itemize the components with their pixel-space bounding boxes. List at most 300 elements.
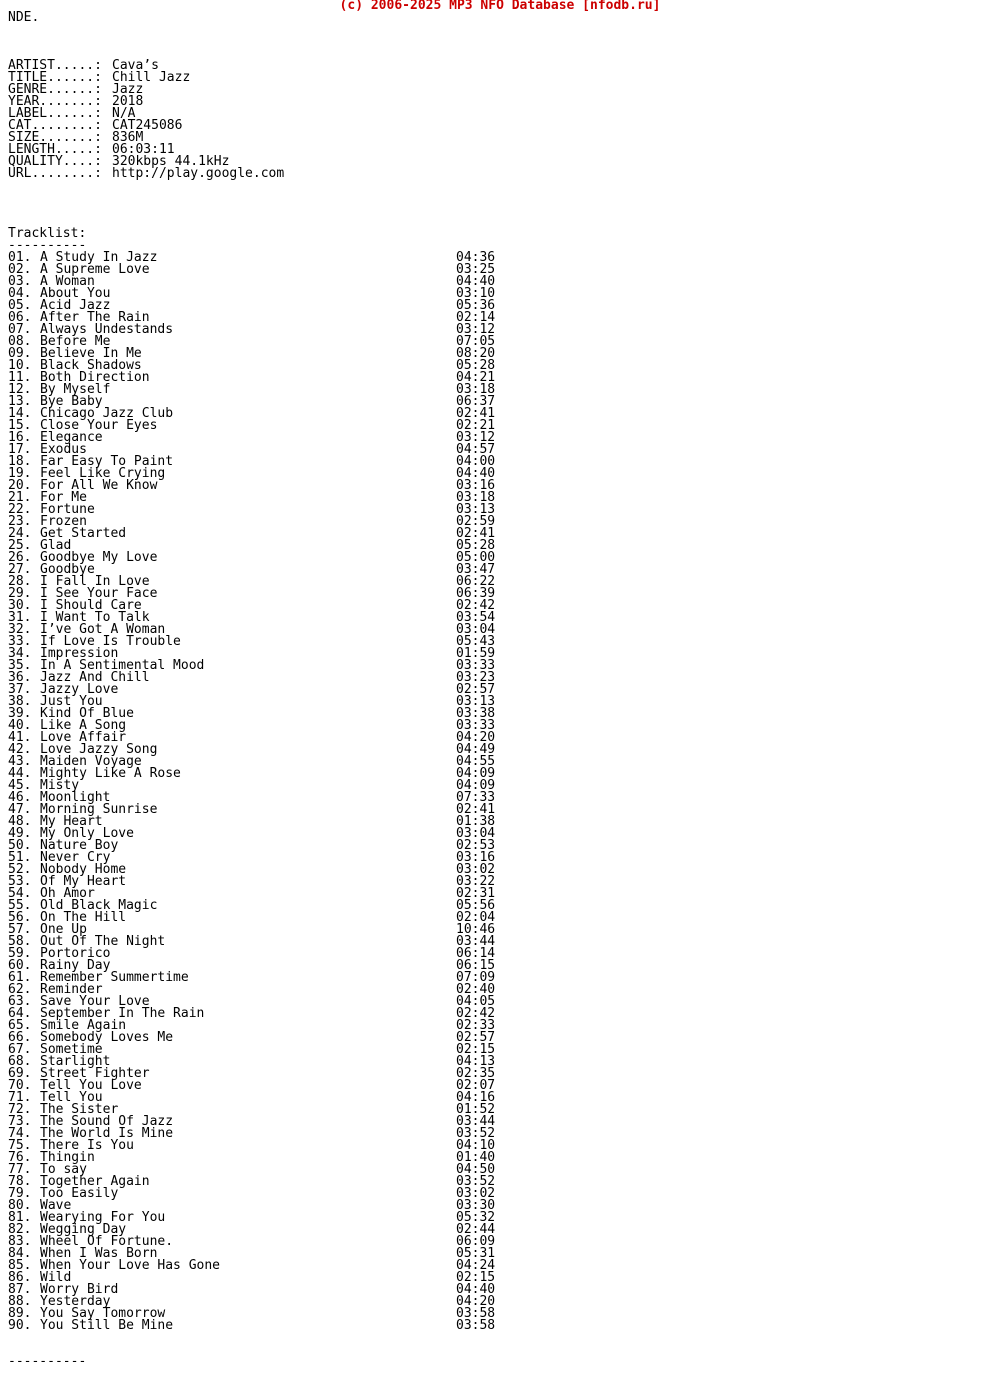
track-number: 24. [8, 526, 32, 541]
track-number: 56. [8, 910, 32, 925]
track-duration: 03:18 [456, 382, 496, 397]
track-number: 73. [8, 1114, 32, 1129]
track-duration: 02:53 [456, 838, 496, 853]
track-title: Nature Boy [40, 838, 119, 853]
track-duration: 03:04 [456, 622, 496, 637]
track-number: 87. [8, 1282, 32, 1297]
track-number: 70. [8, 1078, 32, 1093]
track-number: 53. [8, 874, 32, 889]
track-number: 66. [8, 1030, 32, 1045]
track-duration: 03:58 [456, 1306, 496, 1321]
track-title: The Sound Of Jazz [40, 1114, 174, 1129]
track-duration: 02:21 [456, 418, 496, 433]
track-duration: 03:44 [456, 1114, 496, 1129]
track-title: My Heart [40, 814, 103, 829]
track-duration: 04:10 [456, 1138, 496, 1153]
track-title: Frozen [40, 514, 87, 529]
track-title: Wegging Day [40, 1222, 127, 1237]
track-number: 25. [8, 538, 32, 553]
track-title: Maiden Voyage [40, 754, 142, 769]
track-title: Fortune [40, 502, 95, 517]
track-number: 29. [8, 586, 32, 601]
track-number: 05. [8, 298, 32, 313]
track-title: Morning Sunrise [40, 802, 158, 817]
track-number: 60. [8, 958, 32, 973]
track-title: I’ve Got A Woman [40, 622, 166, 637]
track-number: 55. [8, 898, 32, 913]
track-title: The World Is Mine [40, 1126, 174, 1141]
info-label: CAT........: [8, 118, 102, 133]
track-title: Starlight [40, 1054, 111, 1069]
track-duration: 01:59 [456, 646, 496, 661]
track-duration: 01:38 [456, 814, 496, 829]
track-duration: 03:22 [456, 874, 496, 889]
track-title: Of My Heart [40, 874, 127, 889]
track-title: Wild [40, 1270, 72, 1285]
track-number: 26. [8, 550, 32, 565]
track-number: 30. [8, 598, 32, 613]
info-value: 06:03:11 [112, 142, 175, 157]
track-duration: 05:32 [456, 1210, 496, 1225]
track-duration: 03:13 [456, 502, 496, 517]
info-label: URL........: [8, 166, 102, 181]
track-number: 43. [8, 754, 32, 769]
track-title: My Only Love [40, 826, 134, 841]
track-number: 63. [8, 994, 32, 1009]
copyright-banner: (c) 2006-2025 MP3 NFO Database [nfodb.ru] [339, 0, 661, 13]
track-title: Save Your Love [40, 994, 150, 1009]
track-title: When I Was Born [40, 1246, 158, 1261]
track-duration: 05:28 [456, 358, 496, 373]
track-duration: 06:39 [456, 586, 496, 601]
track-duration: 04:55 [456, 754, 496, 769]
track-duration: 04:13 [456, 1054, 496, 1069]
track-number: 72. [8, 1102, 32, 1117]
track-number: 49. [8, 826, 32, 841]
track-number: 40. [8, 718, 32, 733]
info-label: QUALITY....: [8, 154, 102, 169]
track-number: 41. [8, 730, 32, 745]
track-duration: 03:44 [456, 934, 496, 949]
track-number: 89. [8, 1306, 32, 1321]
track-duration: 02:42 [456, 598, 496, 613]
track-title: Acid Jazz [40, 298, 111, 313]
track-title: Get Started [40, 526, 127, 541]
info-value: CAT245086 [112, 118, 183, 133]
track-number: 65. [8, 1018, 32, 1033]
track-duration: 07:33 [456, 790, 496, 805]
track-number: 19. [8, 466, 32, 481]
track-title: Love Jazzy Song [40, 742, 158, 757]
track-title: Believe In Me [40, 346, 142, 361]
track-title: Worry Bird [40, 1282, 119, 1297]
track-title: Remember Summertime [40, 970, 189, 985]
track-number: 11. [8, 370, 32, 385]
track-number: 45. [8, 778, 32, 793]
track-duration: 06:09 [456, 1234, 496, 1249]
track-duration: 03:52 [456, 1174, 496, 1189]
info-label: LABEL......: [8, 106, 102, 121]
track-duration: 03:33 [456, 718, 496, 733]
track-duration: 03:16 [456, 478, 496, 493]
track-duration: 03:54 [456, 610, 496, 625]
track-title: Out Of The Night [40, 934, 166, 949]
track-number: 81. [8, 1210, 32, 1225]
track-duration: 05:36 [456, 298, 496, 313]
track-title: You Still Be Mine [40, 1318, 174, 1333]
track-title: Always Undestands [40, 322, 174, 337]
track-title: You Say Tomorrow [40, 1306, 166, 1321]
track-title: Never Cry [40, 850, 111, 865]
track-number: 34. [8, 646, 32, 661]
track-duration: 10:46 [456, 922, 496, 937]
info-label: SIZE.......: [8, 130, 102, 145]
track-duration: 04:40 [456, 466, 496, 481]
track-duration: 03:02 [456, 1186, 496, 1201]
track-title: Before Me [40, 334, 111, 349]
info-value: 836M [112, 130, 144, 145]
track-title: To say [40, 1162, 87, 1177]
track-duration: 02:41 [456, 406, 496, 421]
track-duration: 02:14 [456, 310, 496, 325]
track-number: 61. [8, 970, 32, 985]
track-duration: 05:00 [456, 550, 496, 565]
track-title: Jazzy Love [40, 682, 119, 697]
track-number: 38. [8, 694, 32, 709]
track-title: For Me [40, 490, 87, 505]
track-number: 74. [8, 1126, 32, 1141]
track-duration: 05:43 [456, 634, 496, 649]
track-duration: 01:40 [456, 1150, 496, 1165]
track-duration: 04:21 [456, 370, 496, 385]
tracklist-heading: Tracklist: [8, 226, 87, 241]
track-number: 50. [8, 838, 32, 853]
track-duration: 02:15 [456, 1042, 496, 1057]
track-duration: 02:35 [456, 1066, 496, 1081]
track-title: Goodbye [40, 562, 95, 577]
track-title: For All We Know [40, 478, 158, 493]
track-title: Tell You [40, 1090, 103, 1105]
track-duration: 03:58 [456, 1318, 496, 1333]
track-title: A Study In Jazz [40, 250, 158, 265]
track-number: 90. [8, 1318, 32, 1333]
track-number: 46. [8, 790, 32, 805]
track-number: 83. [8, 1234, 32, 1249]
nfo-document [8, 10, 496, 1369]
track-title: Thingin [40, 1150, 95, 1165]
footer-separator: ---------- [8, 1354, 87, 1369]
track-number: 58. [8, 934, 32, 949]
track-duration: 04:49 [456, 742, 496, 757]
track-title: Street Fighter [40, 1066, 150, 1081]
track-duration: 04:36 [456, 250, 496, 265]
info-value: N/A [112, 106, 136, 121]
track-duration: 03:13 [456, 694, 496, 709]
track-title: Wearying For You [40, 1210, 166, 1225]
track-number: 16. [8, 430, 32, 445]
track-number: 20. [8, 478, 32, 493]
track-duration: 03:23 [456, 670, 496, 685]
track-number: 12. [8, 382, 32, 397]
track-title: Misty [40, 778, 80, 793]
track-title: A Woman [40, 274, 95, 289]
track-number: 35. [8, 658, 32, 673]
info-value: http://play.google.com [112, 166, 285, 181]
track-title: A Supreme Love [40, 262, 150, 277]
track-duration: 02:40 [456, 982, 496, 997]
track-number: 06. [8, 310, 32, 325]
track-number: 10. [8, 358, 32, 373]
track-number: 82. [8, 1222, 32, 1237]
track-title: I See Your Face [40, 586, 158, 601]
info-value: Chill Jazz [112, 70, 191, 85]
track-title: Tell You Love [40, 1078, 142, 1093]
track-number: 68. [8, 1054, 32, 1069]
track-number: 22. [8, 502, 32, 517]
track-duration: 07:05 [456, 334, 496, 349]
track-title: The Sister [40, 1102, 119, 1117]
track-title: Smile Again [40, 1018, 127, 1033]
track-number: 31. [8, 610, 32, 625]
tracklist-separator: ---------- [8, 238, 87, 253]
track-title: Rainy Day [40, 958, 111, 973]
track-number: 15. [8, 418, 32, 433]
track-duration: 06:14 [456, 946, 496, 961]
track-row [8, 1318, 496, 1333]
tracklist [8, 250, 496, 1333]
track-number: 04. [8, 286, 32, 301]
track-number: 14. [8, 406, 32, 421]
track-title: Moonlight [40, 790, 111, 805]
track-duration: 02:57 [456, 682, 496, 697]
track-title: Elegance [40, 430, 103, 445]
info-label: TITLE......: [8, 70, 102, 85]
info-label: LENGTH.....: [8, 142, 102, 157]
track-duration: 03:12 [456, 322, 496, 337]
track-duration: 03:02 [456, 862, 496, 877]
track-number: 27. [8, 562, 32, 577]
track-number: 02. [8, 262, 32, 277]
track-number: 44. [8, 766, 32, 781]
track-duration: 04:09 [456, 766, 496, 781]
track-duration: 03:25 [456, 262, 496, 277]
track-number: 21. [8, 490, 32, 505]
track-duration: 04:40 [456, 1282, 496, 1297]
info-label: ARTIST.....: [8, 58, 102, 73]
track-title: Oh Amor [40, 886, 95, 901]
info-label: YEAR.......: [8, 94, 102, 109]
track-number: 79. [8, 1186, 32, 1201]
track-duration: 08:20 [456, 346, 496, 361]
track-number: 37. [8, 682, 32, 697]
track-title: I Want To Talk [40, 610, 150, 625]
track-number: 03. [8, 274, 32, 289]
track-number: 39. [8, 706, 32, 721]
track-title: Far Easy To Paint [40, 454, 174, 469]
track-duration: 02:33 [456, 1018, 496, 1033]
track-number: 88. [8, 1294, 32, 1309]
track-duration: 04:05 [456, 994, 496, 1009]
info-value: 320kbps 44.1kHz [112, 154, 230, 169]
track-number: 07. [8, 322, 32, 337]
track-duration: 04:20 [456, 730, 496, 745]
header-text: NDE. [8, 10, 40, 25]
track-duration: 02:31 [456, 886, 496, 901]
track-title: When Your Love Has Gone [40, 1258, 221, 1273]
track-duration: 02:15 [456, 1270, 496, 1285]
info-row [8, 168, 284, 180]
track-title: Close Your Eyes [40, 418, 158, 433]
track-duration: 02:07 [456, 1078, 496, 1093]
track-number: 77. [8, 1162, 32, 1177]
track-title: Yesterday [40, 1294, 111, 1309]
track-number: 76. [8, 1150, 32, 1165]
track-title: Impression [40, 646, 119, 661]
info-value: 2018 [112, 94, 144, 109]
track-number: 23. [8, 514, 32, 529]
track-title: Bye Baby [40, 394, 103, 409]
track-duration: 04:00 [456, 454, 496, 469]
track-number: 09. [8, 346, 32, 361]
track-title: September In The Rain [40, 1006, 205, 1021]
track-number: 71. [8, 1090, 32, 1105]
track-title: Black Shadows [40, 358, 142, 373]
track-duration: 04:16 [456, 1090, 496, 1105]
track-duration: 04:09 [456, 778, 496, 793]
track-title: Somebody Loves Me [40, 1030, 174, 1045]
track-duration: 06:22 [456, 574, 496, 589]
track-duration: 04:57 [456, 442, 496, 457]
track-number: 47. [8, 802, 32, 817]
track-title: Exodus [40, 442, 87, 457]
track-number: 42. [8, 742, 32, 757]
track-number: 51. [8, 850, 32, 865]
track-title: Jazz And Chill [40, 670, 150, 685]
track-title: Just You [40, 694, 103, 709]
track-number: 08. [8, 334, 32, 349]
track-number: 54. [8, 886, 32, 901]
track-title: Glad [40, 538, 72, 553]
track-duration: 03:18 [456, 490, 496, 505]
track-duration: 02:41 [456, 802, 496, 817]
track-number: 59. [8, 946, 32, 961]
track-title: In A Sentimental Mood [40, 658, 205, 673]
info-value: Jazz [112, 82, 144, 97]
release-info [8, 60, 284, 180]
track-number: 84. [8, 1246, 32, 1261]
info-value: Cava’s [112, 58, 159, 73]
track-number: 52. [8, 862, 32, 877]
track-duration: 04:24 [456, 1258, 496, 1273]
track-number: 85. [8, 1258, 32, 1273]
track-number: 86. [8, 1270, 32, 1285]
track-number: 28. [8, 574, 32, 589]
track-number: 48. [8, 814, 32, 829]
track-number: 18. [8, 454, 32, 469]
track-title: Together Again [40, 1174, 150, 1189]
track-number: 75. [8, 1138, 32, 1153]
info-label: GENRE......: [8, 82, 102, 97]
track-duration: 03:16 [456, 850, 496, 865]
track-number: 36. [8, 670, 32, 685]
track-duration: 03:47 [456, 562, 496, 577]
track-title: Goodbye My Love [40, 550, 158, 565]
track-title: Portorico [40, 946, 111, 961]
track-duration: 04:50 [456, 1162, 496, 1177]
track-duration: 05:31 [456, 1246, 496, 1261]
track-duration: 03:33 [456, 658, 496, 673]
track-number: 80. [8, 1198, 32, 1213]
track-number: 57. [8, 922, 32, 937]
track-duration: 02:57 [456, 1030, 496, 1045]
track-duration: 04:40 [456, 274, 496, 289]
track-title: About You [40, 286, 111, 301]
track-duration: 03:52 [456, 1126, 496, 1141]
track-title: Sometime [40, 1042, 103, 1057]
track-number: 64. [8, 1006, 32, 1021]
track-number: 13. [8, 394, 32, 409]
track-number: 01. [8, 250, 32, 265]
track-title: Wheel Of Fortune. [40, 1234, 174, 1249]
track-duration: 03:04 [456, 826, 496, 841]
track-duration: 03:30 [456, 1198, 496, 1213]
track-number: 69. [8, 1066, 32, 1081]
track-title: Love Affair [40, 730, 127, 745]
track-title: Nobody Home [40, 862, 127, 877]
track-number: 67. [8, 1042, 32, 1057]
track-duration: 02:41 [456, 526, 496, 541]
track-title: Kind Of Blue [40, 706, 134, 721]
track-duration: 06:15 [456, 958, 496, 973]
track-title: I Fall In Love [40, 574, 150, 589]
track-duration: 05:56 [456, 898, 496, 913]
track-duration: 02:59 [456, 514, 496, 529]
track-duration: 05:28 [456, 538, 496, 553]
track-title: After The Rain [40, 310, 150, 325]
track-duration: 04:20 [456, 1294, 496, 1309]
track-duration: 01:52 [456, 1102, 496, 1117]
track-title: Feel Like Crying [40, 466, 166, 481]
track-duration: 03:12 [456, 430, 496, 445]
track-duration: 07:09 [456, 970, 496, 985]
track-title: Too Easily [40, 1186, 119, 1201]
track-duration: 03:10 [456, 286, 496, 301]
track-title: Wave [40, 1198, 72, 1213]
track-number: 33. [8, 634, 32, 649]
track-title: There Is You [40, 1138, 134, 1153]
track-title: I Should Care [40, 598, 142, 613]
track-number: 32. [8, 622, 32, 637]
track-duration: 02:04 [456, 910, 496, 925]
track-number: 78. [8, 1174, 32, 1189]
track-title: Mighty Like A Rose [40, 766, 181, 781]
track-title: One Up [40, 922, 87, 937]
track-number: 62. [8, 982, 32, 997]
track-title: Both Direction [40, 370, 150, 385]
track-title: Like A Song [40, 718, 127, 733]
track-title: By Myself [40, 382, 111, 397]
track-title: If Love Is Trouble [40, 634, 181, 649]
track-title: Chicago Jazz Club [40, 406, 174, 421]
track-duration: 02:42 [456, 1006, 496, 1021]
track-title: On The Hill [40, 910, 127, 925]
track-duration: 06:37 [456, 394, 496, 409]
track-title: Old Black Magic [40, 898, 158, 913]
track-duration: 03:38 [456, 706, 496, 721]
track-duration: 02:44 [456, 1222, 496, 1237]
track-title: Reminder [40, 982, 103, 997]
track-number: 17. [8, 442, 32, 457]
